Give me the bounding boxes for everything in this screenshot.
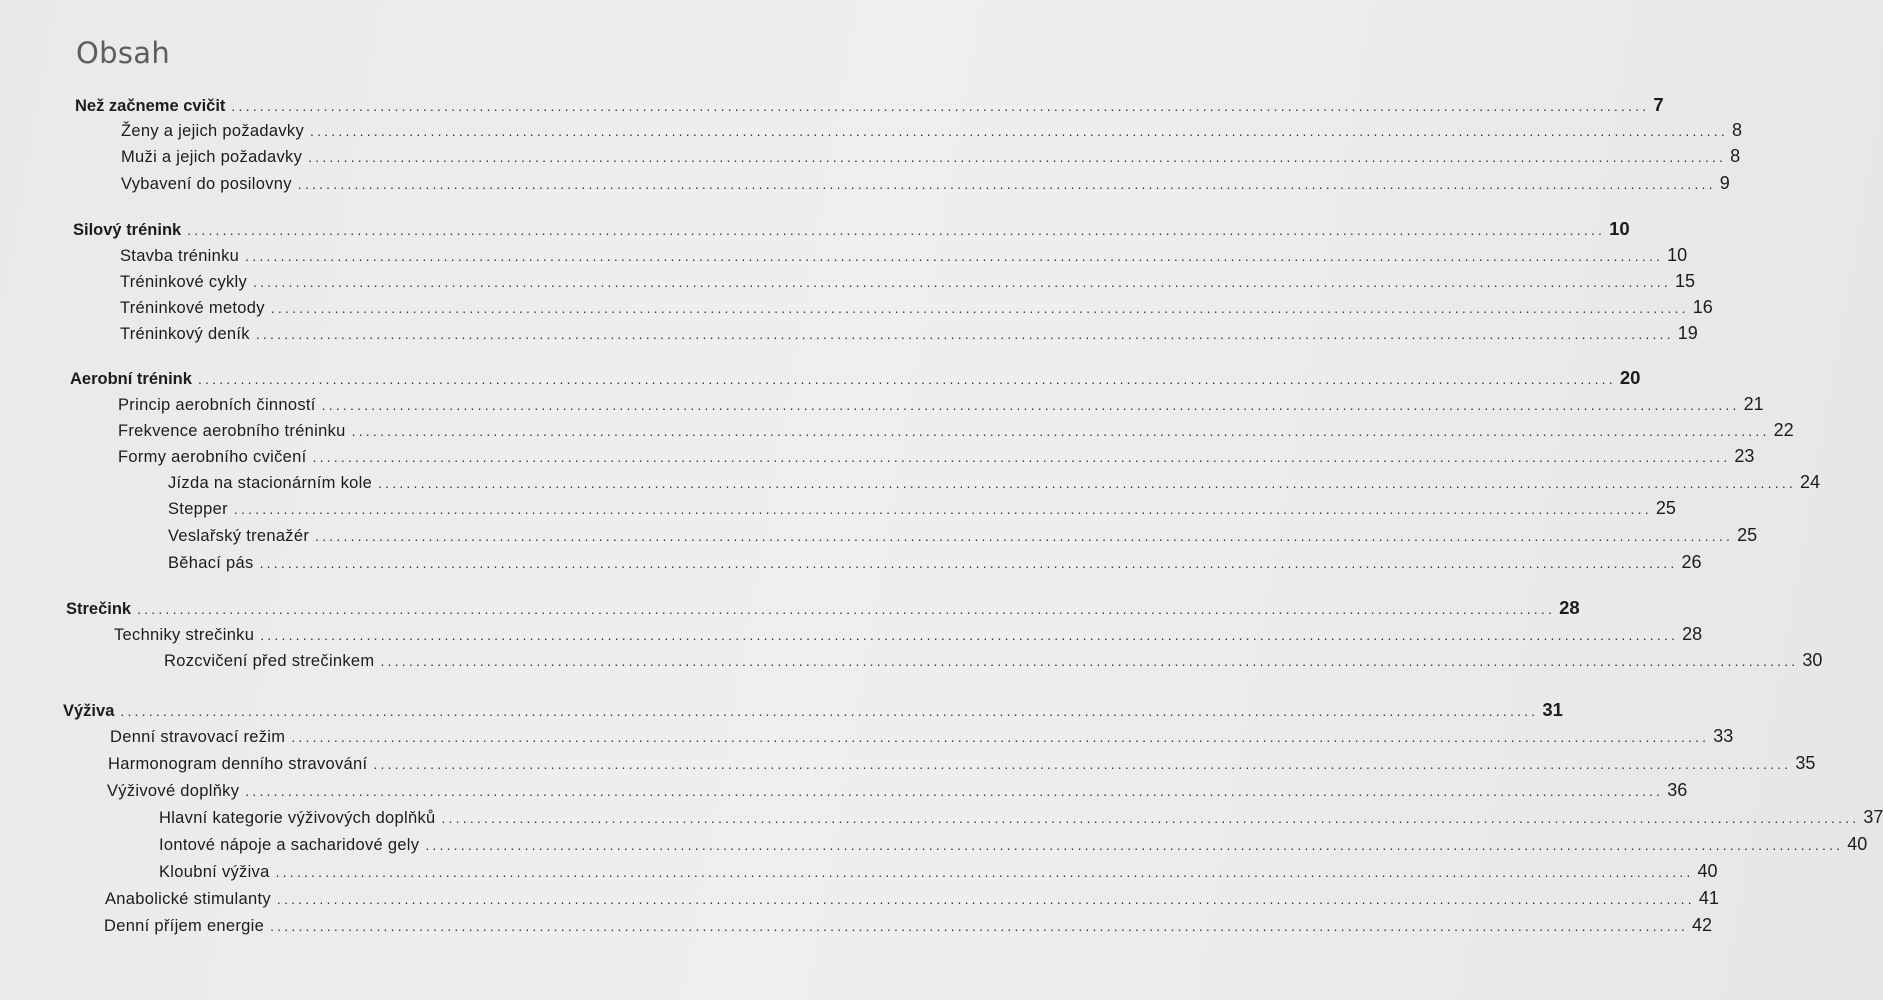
toc-section[interactable]: [66, 597, 1580, 623]
toc-page-number: 8: [1731, 120, 1742, 140]
toc-page-number: 23: [1734, 446, 1755, 466]
toc-item[interactable]: [118, 420, 1794, 446]
toc-page-number: 30: [1802, 650, 1823, 670]
dot-leader: ........................................................................................................................................................................................................: [380, 653, 1799, 669]
toc-item-title: Tréninkový deník: [120, 325, 250, 343]
toc-page-number: 16: [1692, 297, 1713, 317]
toc-page-number: 33: [1713, 726, 1734, 746]
dot-leader: ........................................................................................................................................................................................................: [297, 176, 1716, 192]
toc-page-number: 42: [1692, 915, 1713, 935]
toc-section[interactable]: [75, 94, 1664, 120]
toc-item-title: Denní stravovací režim: [110, 728, 286, 746]
toc-page-number: 31: [1542, 699, 1563, 720]
toc-item[interactable]: [120, 297, 1713, 323]
toc-subitem-title: Stepper: [168, 500, 228, 518]
dot-leader: ........................................................................................................................................................................................................: [276, 891, 1695, 907]
page-title: Obsah: [76, 36, 170, 70]
toc-item[interactable]: [120, 245, 1688, 271]
toc-subitem-title: Rozcvičení před strečinkem: [164, 652, 375, 670]
toc-item[interactable]: [104, 915, 1713, 941]
toc-subitem[interactable]: [159, 807, 1883, 833]
toc-subitem[interactable]: [168, 552, 1702, 578]
toc-subitem-title: Běhací pás: [168, 554, 254, 572]
toc-page-number: 26: [1681, 552, 1702, 572]
toc-page-number: 7: [1653, 94, 1664, 115]
toc-item[interactable]: [108, 753, 1816, 779]
toc-page-number: 40: [1847, 834, 1868, 854]
toc-section-title: Než začneme cvičit: [75, 97, 226, 115]
toc-page-number: 21: [1743, 394, 1764, 414]
dot-leader: ........................................................................................................................................................................................................: [270, 918, 1689, 934]
toc-item-title: Anabolické stimulanty: [105, 890, 271, 908]
toc-item[interactable]: [120, 323, 1698, 349]
toc-page-number: 9: [1719, 173, 1730, 193]
dot-leader: ........................................................................................................................................................................................................: [291, 729, 1710, 745]
toc-subitem[interactable]: [159, 861, 1718, 887]
dot-leader: ........................................................................................................................................................................................................: [270, 300, 1689, 316]
toc-item[interactable]: [120, 271, 1696, 297]
dot-leader: ........................................................................................................................................................................................................: [255, 326, 1674, 342]
toc-item[interactable]: [121, 173, 1730, 199]
toc-item[interactable]: [121, 120, 1742, 146]
toc-page-number: 10: [1667, 245, 1688, 265]
toc-page-number: 15: [1675, 271, 1696, 291]
toc-page-number: 22: [1773, 420, 1794, 440]
toc-item-title: Formy aerobního cvičení: [118, 448, 307, 466]
dot-leader: ........................................................................................................................................................................................................: [315, 528, 1734, 544]
toc-item[interactable]: [118, 446, 1755, 472]
dot-leader: ........................................................................................................................................................................................................: [308, 149, 1727, 165]
toc-page-number: 35: [1795, 753, 1816, 773]
toc-page-number: 24: [1800, 472, 1821, 492]
dot-leader: ........................................................................................................................................................................................................: [231, 98, 1650, 114]
toc-section-title: Strečink: [66, 600, 132, 618]
dot-leader: ........................................................................................................................................................................................................: [425, 837, 1844, 853]
toc-subitem[interactable]: [168, 472, 1821, 498]
toc-section-title: Výživa: [63, 702, 115, 720]
toc-item-title: Stavba tréninku: [120, 247, 240, 265]
toc-item-title: Muži a jejich požadavky: [121, 148, 303, 166]
toc-section[interactable]: [73, 218, 1630, 244]
dot-leader: ........................................................................................................................................................................................................: [259, 555, 1678, 571]
toc-item-title: Denní příjem energie: [104, 917, 265, 935]
toc-subitem-title: Jízda na stacionárním kole: [168, 474, 373, 492]
toc-item[interactable]: [110, 726, 1734, 752]
dot-leader: ........................................................................................................................................................................................................: [351, 423, 1770, 439]
toc-subitem[interactable]: [168, 525, 1758, 551]
toc-page-number: 10: [1609, 218, 1630, 239]
toc-item-title: Techniky strečinku: [114, 626, 255, 644]
toc-subitem[interactable]: [159, 834, 1868, 860]
toc-page-number: 25: [1737, 525, 1758, 545]
dot-leader: ........................................................................................................................................................................................................: [373, 756, 1792, 772]
toc-item-title: Výživové doplňky: [107, 782, 240, 800]
toc-page-number: 37: [1863, 807, 1883, 827]
toc-item[interactable]: [114, 624, 1703, 650]
toc-page-number: 36: [1667, 780, 1688, 800]
dot-leader: ........................................................................................................................................................................................................: [245, 248, 1664, 264]
dot-leader: ........................................................................................................................................................................................................: [441, 810, 1860, 826]
dot-leader: ........................................................................................................................................................................................................: [321, 397, 1740, 413]
toc-item-title: Harmonogram denního stravování: [108, 755, 368, 773]
dot-leader: ........................................................................................................................................................................................................: [137, 601, 1556, 617]
toc-page-number: 19: [1677, 323, 1698, 343]
toc-item-title: Tréninkové cykly: [120, 273, 248, 291]
dot-leader: ........................................................................................................................................................................................................: [275, 864, 1694, 880]
toc-page-number: 8: [1730, 146, 1741, 166]
dot-leader: ........................................................................................................................................................................................................: [253, 274, 1671, 290]
toc-page-number: 28: [1682, 624, 1703, 644]
toc-page-number: 25: [1655, 498, 1676, 518]
toc-page-number: 20: [1619, 367, 1641, 388]
toc-item-title: Tréninkové metody: [120, 299, 265, 317]
toc-item-title: Vybavení do posilovny: [121, 175, 292, 193]
toc-item-title: Frekvence aerobního tréninku: [118, 422, 346, 440]
toc-subitem-title: Hlavní kategorie výživových doplňků: [159, 809, 436, 827]
toc-item-title: Ženy a jejich požadavky: [121, 122, 304, 140]
toc-item[interactable]: [107, 780, 1688, 806]
toc-item-title: Princip aerobních činností: [118, 396, 316, 414]
toc-item[interactable]: [105, 888, 1719, 914]
dot-leader: ........................................................................................................................................................................................................: [197, 371, 1616, 387]
dot-leader: ........................................................................................................................................................................................................: [378, 475, 1797, 491]
toc-item[interactable]: [118, 394, 1764, 420]
toc-item[interactable]: [121, 146, 1741, 172]
toc-section-title: Aerobní trénink: [70, 370, 192, 388]
dot-leader: ........................................................................................................................................................................................................: [233, 501, 1652, 517]
dot-leader: ........................................................................................................................................................................................................: [187, 222, 1606, 238]
dot-leader: ........................................................................................................................................................................................................: [260, 627, 1679, 643]
toc-page-number: 41: [1698, 888, 1719, 908]
toc-page-number: 28: [1559, 597, 1580, 618]
dot-leader: ........................................................................................................................................................................................................: [310, 123, 1728, 139]
toc-section[interactable]: [63, 699, 1563, 725]
toc-subitem-title: Veslařský trenažér: [168, 527, 310, 545]
toc-subitem[interactable]: [168, 498, 1676, 524]
dot-leader: ........................................................................................................................................................................................................: [120, 703, 1539, 719]
toc-subitem[interactable]: [164, 650, 1823, 676]
dot-leader: ........................................................................................................................................................................................................: [312, 449, 1731, 465]
toc-subitem-title: Kloubní výživa: [159, 863, 270, 881]
dot-leader: ........................................................................................................................................................................................................: [245, 783, 1664, 799]
toc-section-title: Silový trénink: [73, 221, 182, 239]
toc-page-number: 40: [1697, 861, 1718, 881]
toc-subitem-title: Iontové nápoje a sacharidové gely: [159, 836, 420, 854]
toc-section[interactable]: [70, 367, 1641, 393]
